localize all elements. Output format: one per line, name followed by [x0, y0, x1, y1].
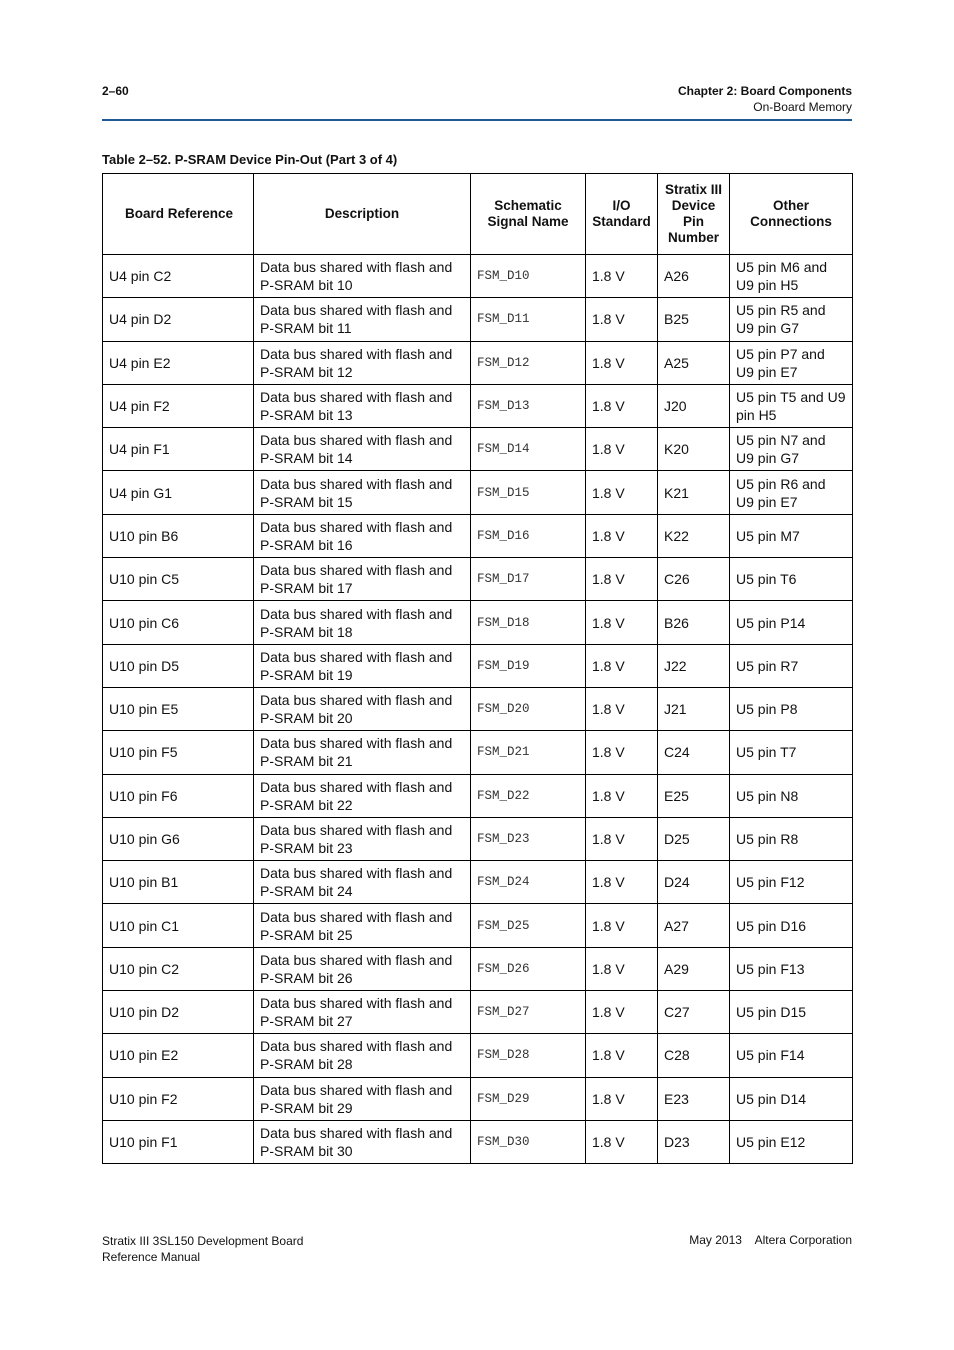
column-header-device-pin-number: Stratix III Device Pin Number — [658, 174, 730, 255]
board-reference-cell: U10 pin E2 — [103, 1034, 254, 1077]
device-pin-cell: D23 — [658, 1120, 730, 1163]
io-standard-cell: 1.8 V — [586, 644, 658, 687]
io-standard-cell: 1.8 V — [586, 298, 658, 341]
other-connections-cell: U5 pin F13 — [730, 947, 853, 990]
other-connections-cell: U5 pin P8 — [730, 687, 853, 730]
footer-date-company: May 2013 Altera Corporation — [689, 1233, 852, 1247]
board-reference-cell: U10 pin D5 — [103, 644, 254, 687]
description-cell: Data bus shared with flash and P-SRAM bit 30 — [254, 1120, 471, 1163]
io-standard-cell: 1.8 V — [586, 774, 658, 817]
device-pin-cell: C26 — [658, 558, 730, 601]
signal-name-cell: FSM_D22 — [471, 774, 586, 817]
board-reference-cell: U10 pin G6 — [103, 817, 254, 860]
other-connections-cell: U5 pin R8 — [730, 817, 853, 860]
io-standard-cell: 1.8 V — [586, 1120, 658, 1163]
section-title: On-Board Memory — [753, 100, 852, 114]
other-connections-cell: U5 pin T7 — [730, 731, 853, 774]
table-row — [103, 341, 853, 384]
description-cell: Data bus shared with flash and P-SRAM bit 11 — [254, 298, 471, 341]
io-standard-cell: 1.8 V — [586, 471, 658, 514]
io-standard-cell: 1.8 V — [586, 384, 658, 427]
device-pin-cell: C28 — [658, 1034, 730, 1077]
table-row — [103, 558, 853, 601]
board-reference-cell: U10 pin C6 — [103, 601, 254, 644]
table-row — [103, 384, 853, 427]
table-row — [103, 904, 853, 947]
device-pin-cell: C24 — [658, 731, 730, 774]
signal-name-cell: FSM_D27 — [471, 991, 586, 1034]
board-reference-cell: U10 pin C2 — [103, 947, 254, 990]
table-row — [103, 817, 853, 860]
column-header-description: Description — [254, 174, 471, 255]
other-connections-cell: U5 pin F14 — [730, 1034, 853, 1077]
io-standard-cell: 1.8 V — [586, 341, 658, 384]
other-connections-cell: U5 pin N8 — [730, 774, 853, 817]
table-row — [103, 1077, 853, 1120]
other-connections-cell: U5 pin F12 — [730, 861, 853, 904]
io-standard-cell: 1.8 V — [586, 731, 658, 774]
signal-name-cell: FSM_D15 — [471, 471, 586, 514]
signal-name-cell: FSM_D17 — [471, 558, 586, 601]
board-reference-cell: U4 pin G1 — [103, 471, 254, 514]
signal-name-cell: FSM_D23 — [471, 817, 586, 860]
footer-document-title — [102, 1233, 303, 1265]
table-row — [103, 687, 853, 730]
device-pin-cell: E25 — [658, 774, 730, 817]
io-standard-cell: 1.8 V — [586, 947, 658, 990]
device-pin-cell: B25 — [658, 298, 730, 341]
board-reference-cell: U10 pin E5 — [103, 687, 254, 730]
table-row — [103, 471, 853, 514]
signal-name-cell: FSM_D16 — [471, 514, 586, 557]
description-cell: Data bus shared with flash and P-SRAM bit 12 — [254, 341, 471, 384]
description-cell: Data bus shared with flash and P-SRAM bit 15 — [254, 471, 471, 514]
device-pin-cell: J22 — [658, 644, 730, 687]
other-connections-cell: U5 pin R7 — [730, 644, 853, 687]
table-row — [103, 1034, 853, 1077]
table-row — [103, 861, 853, 904]
table-body — [103, 255, 853, 1164]
column-header-io-standard: I/O Standard — [586, 174, 658, 255]
device-pin-cell: A25 — [658, 341, 730, 384]
table-row — [103, 428, 853, 471]
signal-name-cell: FSM_D13 — [471, 384, 586, 427]
board-reference-cell: U10 pin F1 — [103, 1120, 254, 1163]
device-pin-cell: K20 — [658, 428, 730, 471]
table-row — [103, 601, 853, 644]
io-standard-cell: 1.8 V — [586, 687, 658, 730]
pin-out-table — [102, 173, 853, 1164]
signal-name-cell: FSM_D10 — [471, 255, 586, 298]
device-pin-cell: D25 — [658, 817, 730, 860]
table-row — [103, 991, 853, 1034]
description-cell: Data bus shared with flash and P-SRAM bit 27 — [254, 991, 471, 1034]
other-connections-cell: U5 pin P7 and U9 pin E7 — [730, 341, 853, 384]
io-standard-cell: 1.8 V — [586, 1034, 658, 1077]
signal-name-cell: FSM_D18 — [471, 601, 586, 644]
board-reference-cell: U4 pin E2 — [103, 341, 254, 384]
table-header-row — [103, 174, 853, 255]
signal-name-cell: FSM_D19 — [471, 644, 586, 687]
signal-name-cell: FSM_D20 — [471, 687, 586, 730]
other-connections-cell: U5 pin E12 — [730, 1120, 853, 1163]
table-row — [103, 644, 853, 687]
other-connections-cell: U5 pin M6 and U9 pin H5 — [730, 255, 853, 298]
signal-name-cell: FSM_D14 — [471, 428, 586, 471]
other-connections-cell: U5 pin T5 and U9 pin H5 — [730, 384, 853, 427]
chapter-title: Chapter 2: Board Components — [677, 84, 852, 98]
device-pin-cell: K21 — [658, 471, 730, 514]
other-connections-cell: U5 pin D15 — [730, 991, 853, 1034]
device-pin-cell: E23 — [658, 1077, 730, 1120]
other-connections-cell: U5 pin D16 — [730, 904, 853, 947]
signal-name-cell: FSM_D21 — [471, 731, 586, 774]
description-cell: Data bus shared with flash and P-SRAM bit 21 — [254, 731, 471, 774]
io-standard-cell: 1.8 V — [586, 255, 658, 298]
description-cell: Data bus shared with flash and P-SRAM bit 13 — [254, 384, 471, 427]
board-reference-cell: U4 pin F2 — [103, 384, 254, 427]
device-pin-cell: J20 — [658, 384, 730, 427]
io-standard-cell: 1.8 V — [586, 904, 658, 947]
device-pin-cell: D24 — [658, 861, 730, 904]
other-connections-cell: U5 pin T6 — [730, 558, 853, 601]
signal-name-cell: FSM_D30 — [471, 1120, 586, 1163]
other-connections-cell: U5 pin P14 — [730, 601, 853, 644]
description-cell: Data bus shared with flash and P-SRAM bit 22 — [254, 774, 471, 817]
signal-name-cell: FSM_D24 — [471, 861, 586, 904]
footer-title-line-2: Reference Manual — [102, 1250, 201, 1264]
description-cell: Data bus shared with flash and P-SRAM bit 16 — [254, 514, 471, 557]
signal-name-cell: FSM_D25 — [471, 904, 586, 947]
description-cell: Data bus shared with flash and P-SRAM bit 19 — [254, 644, 471, 687]
signal-name-cell: FSM_D26 — [471, 947, 586, 990]
device-pin-cell: A29 — [658, 947, 730, 990]
io-standard-cell: 1.8 V — [586, 601, 658, 644]
table-row — [103, 298, 853, 341]
io-standard-cell: 1.8 V — [586, 861, 658, 904]
table-row — [103, 731, 853, 774]
column-header-other-connections: Other Connections — [730, 174, 853, 255]
description-cell: Data bus shared with flash and P-SRAM bit 26 — [254, 947, 471, 990]
other-connections-cell: U5 pin M7 — [730, 514, 853, 557]
io-standard-cell: 1.8 V — [586, 514, 658, 557]
other-connections-cell: U5 pin D14 — [730, 1077, 853, 1120]
description-cell: Data bus shared with flash and P-SRAM bit 18 — [254, 601, 471, 644]
description-cell: Data bus shared with flash and P-SRAM bit 25 — [254, 904, 471, 947]
table-row — [103, 514, 853, 557]
description-cell: Data bus shared with flash and P-SRAM bit 17 — [254, 558, 471, 601]
table-row — [103, 1120, 853, 1163]
board-reference-cell: U10 pin B1 — [103, 861, 254, 904]
other-connections-cell: U5 pin R5 and U9 pin G7 — [730, 298, 853, 341]
io-standard-cell: 1.8 V — [586, 428, 658, 471]
board-reference-cell: U4 pin C2 — [103, 255, 254, 298]
signal-name-cell: FSM_D29 — [471, 1077, 586, 1120]
device-pin-cell: K22 — [658, 514, 730, 557]
table-row — [103, 947, 853, 990]
footer-title-line-1: Stratix III 3SL150 Development Board — [102, 1234, 304, 1248]
column-header-board-reference: Board Reference — [103, 174, 254, 255]
other-connections-cell: U5 pin R6 and U9 pin E7 — [730, 471, 853, 514]
board-reference-cell: U10 pin F6 — [103, 774, 254, 817]
description-cell: Data bus shared with flash and P-SRAM bit 10 — [254, 255, 471, 298]
description-cell: Data bus shared with flash and P-SRAM bit 14 — [254, 428, 471, 471]
device-pin-cell: C27 — [658, 991, 730, 1034]
description-cell: Data bus shared with flash and P-SRAM bit 24 — [254, 861, 471, 904]
table-caption: Table 2–52. P-SRAM Device Pin-Out (Part 3 of 4) — [102, 152, 398, 167]
board-reference-cell: U10 pin C1 — [103, 904, 254, 947]
header-rule — [102, 119, 852, 121]
board-reference-cell: U10 pin C5 — [103, 558, 254, 601]
device-pin-cell: A26 — [658, 255, 730, 298]
column-header-schematic-signal-name: Schematic Signal Name — [471, 174, 586, 255]
signal-name-cell: FSM_D28 — [471, 1034, 586, 1077]
device-pin-cell: J21 — [658, 687, 730, 730]
signal-name-cell: FSM_D11 — [471, 298, 586, 341]
board-reference-cell: U10 pin F5 — [103, 731, 254, 774]
io-standard-cell: 1.8 V — [586, 991, 658, 1034]
description-cell: Data bus shared with flash and P-SRAM bit 20 — [254, 687, 471, 730]
board-reference-cell: U10 pin D2 — [103, 991, 254, 1034]
other-connections-cell: U5 pin N7 and U9 pin G7 — [730, 428, 853, 471]
device-pin-cell: A27 — [658, 904, 730, 947]
table-row — [103, 774, 853, 817]
page-number: 2–60 — [102, 84, 129, 98]
io-standard-cell: 1.8 V — [586, 1077, 658, 1120]
board-reference-cell: U4 pin F1 — [103, 428, 254, 471]
board-reference-cell: U4 pin D2 — [103, 298, 254, 341]
description-cell: Data bus shared with flash and P-SRAM bit 28 — [254, 1034, 471, 1077]
board-reference-cell: U10 pin F2 — [103, 1077, 254, 1120]
io-standard-cell: 1.8 V — [586, 817, 658, 860]
description-cell: Data bus shared with flash and P-SRAM bit 23 — [254, 817, 471, 860]
signal-name-cell: FSM_D12 — [471, 341, 586, 384]
io-standard-cell: 1.8 V — [586, 558, 658, 601]
table-row — [103, 255, 853, 298]
board-reference-cell: U10 pin B6 — [103, 514, 254, 557]
description-cell: Data bus shared with flash and P-SRAM bit 29 — [254, 1077, 471, 1120]
device-pin-cell: B26 — [658, 601, 730, 644]
